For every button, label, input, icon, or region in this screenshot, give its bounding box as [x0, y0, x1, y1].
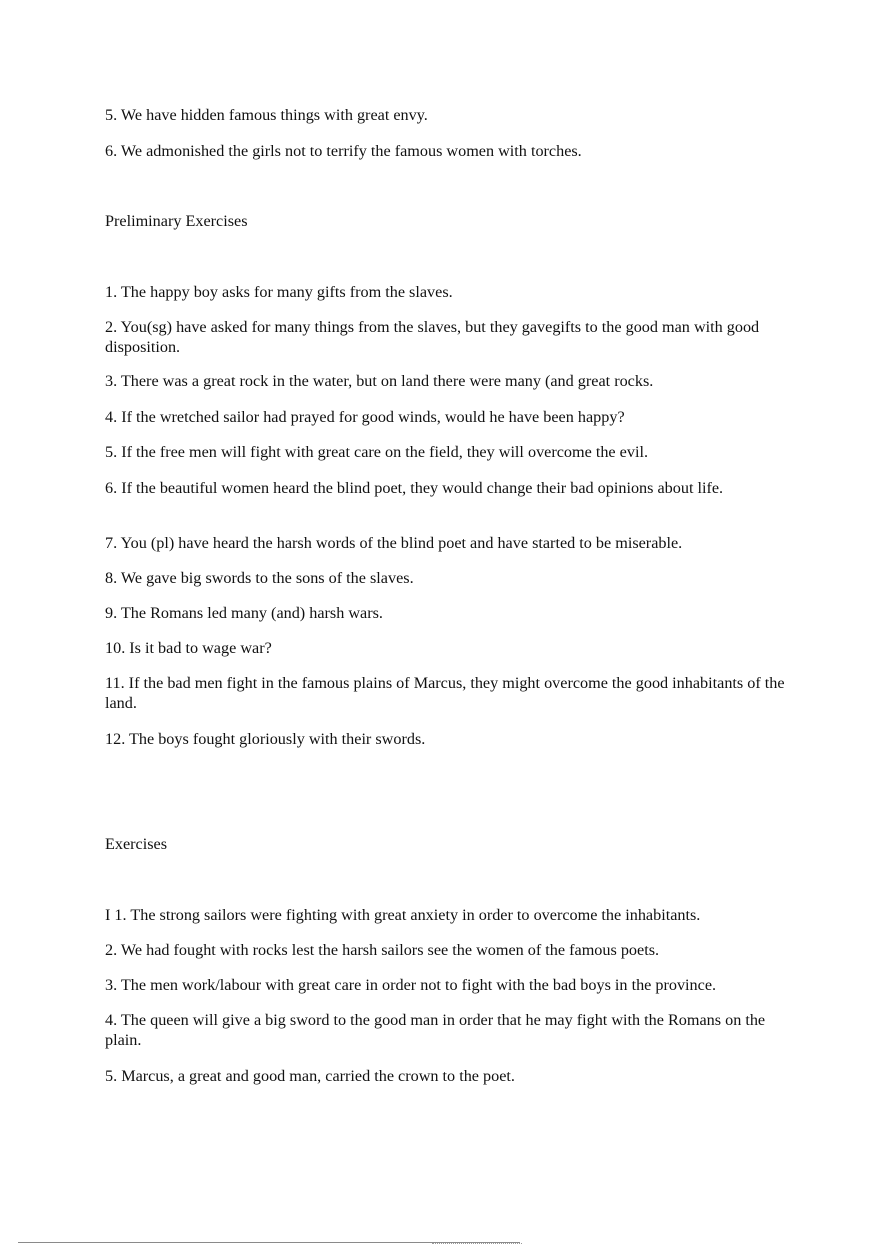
- exercise-item-1: I 1. The strong sailors were fighting with great anxiety in order to overcome the inhabitants.: [105, 906, 701, 924]
- footer-dotted-rule: [432, 1243, 522, 1244]
- preliminary-item-3: 3. There was a great rock in the water, but on land there were many (and great rocks.: [105, 372, 654, 390]
- preliminary-item-12: 12. The boys fought gloriously with their swords.: [105, 730, 426, 748]
- preliminary-heading: Preliminary Exercises: [105, 212, 248, 230]
- top-item-5: 5. We have hidden famous things with great envy.: [105, 106, 428, 124]
- exercise-item-4: 4. The queen will give a big sword to the good man in order that he may fight with the Romans on the plain.: [105, 1011, 766, 1049]
- preliminary-item-1: 1. The happy boy asks for many gifts from the slaves.: [105, 283, 453, 301]
- top-item-6: 6. We admonished the girls not to terrify the famous women with torches.: [105, 142, 582, 160]
- exercises-heading: Exercises: [105, 835, 168, 853]
- preliminary-item-4: 4. If the wretched sailor had prayed for good winds, would he have been happy?: [105, 408, 625, 426]
- preliminary-item-11: 11. If the bad men fight in the famous plains of Marcus, they might overcome the good inhabitants of the land.: [105, 674, 785, 712]
- preliminary-item-9: 9. The Romans led many (and) harsh wars.: [105, 604, 383, 622]
- preliminary-item-6: 6. If the beautiful women heard the blind poet, they would change their bad opinions about life.: [105, 479, 724, 497]
- preliminary-item-2: 2. You(sg) have asked for many things from the slaves, but they gavegifts to the good man with good disposition.: [105, 318, 760, 356]
- preliminary-item-5: 5. If the free men will fight with great care on the field, they will overcome the evil.: [105, 443, 648, 461]
- preliminary-item-10: 10. Is it bad to wage war?: [105, 639, 272, 657]
- exercise-item-5: 5. Marcus, a great and good man, carried the crown to the poet.: [105, 1067, 515, 1085]
- exercise-item-2: 2. We had fought with rocks lest the harsh sailors see the women of the famous poets.: [105, 941, 660, 959]
- exercise-item-3: 3. The men work/labour with great care in order not to fight with the bad boys in the province.: [105, 976, 717, 994]
- preliminary-item-8: 8. We gave big swords to the sons of the slaves.: [105, 569, 414, 587]
- preliminary-item-7: 7. You (pl) have heard the harsh words of the blind poet and have started to be miserable.: [105, 534, 683, 552]
